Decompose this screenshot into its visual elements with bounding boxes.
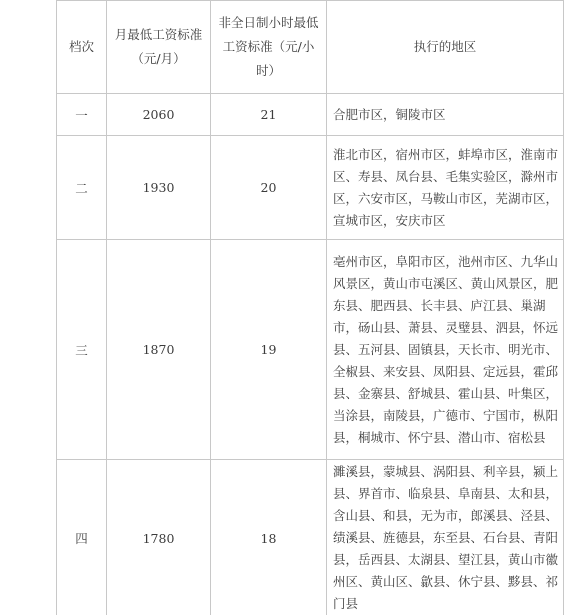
- header-hourly-wage: [211, 1, 327, 94]
- row-grade: 二: [57, 136, 107, 240]
- row-hourly-wage: 18: [211, 460, 327, 615]
- row-monthly-wage: 1870: [107, 240, 211, 460]
- row-region: 淮北市区，宿州市区，蚌埠市区，淮南市区、寿县、凤台县、毛集实验区，滁州市区，六安市区，马鞍山市区，芜湖市区，宣城市区，安庆市区: [327, 136, 564, 240]
- row-hourly-wage: 19: [211, 240, 327, 460]
- row-grade: 四: [57, 460, 107, 615]
- table-header-row: [57, 1, 564, 94]
- header-hourly-text: 非全日制小时最低工资标准（元/小时）: [218, 15, 319, 78]
- header-monthly-wage: [107, 1, 211, 94]
- header-monthly-text: 月最低工资标准（元/月）: [114, 27, 203, 66]
- table-row: [57, 240, 564, 460]
- minimum-wage-table: [56, 0, 564, 615]
- table-row: [57, 136, 564, 240]
- row-monthly-wage: 1780: [107, 460, 211, 615]
- header-grade: [57, 1, 107, 94]
- row-region: 濉溪县，蒙城县、涡阳县、利辛县，颍上县、界首市、临泉县、阜南县、太和县，含山县、和县，无为市，郎溪县、泾县、绩溪县、旌德县，东至县、石台县、青阳县，岳西县、太湖县、望江县，黄山市徽州区、黄山区、歙县、休宁县、黟县、祁门县: [327, 460, 564, 615]
- table-row: [57, 94, 564, 136]
- row-hourly-wage: 21: [211, 94, 327, 136]
- row-region: 合肥市区，铜陵市区: [327, 94, 564, 136]
- row-monthly-wage: 1930: [107, 136, 211, 240]
- table-row: [57, 460, 564, 615]
- header-region-text: 执行的地区: [413, 39, 477, 54]
- left-edge: [0, 0, 3, 615]
- header-grade-text: 档次: [68, 39, 94, 54]
- row-grade: 三: [57, 240, 107, 460]
- row-grade: 一: [57, 94, 107, 136]
- row-region: 亳州市区，阜阳市区，池州市区、九华山风景区，黄山市屯溪区、黄山风景区，肥东县、肥西县、长丰县、庐江县、巢湖市，砀山县、萧县、灵璧县、泗县，怀远县、五河县、固镇县，天长市、明光市、全椒县、来安县、凤阳县、定远县，霍邱县、金寨县、舒城县、霍山县、叶集区，当涂县，南陵县，广德市、宁国市，枞阳县，桐城市、怀宁县、潜山市、宿松县: [327, 240, 564, 460]
- header-region: [327, 1, 564, 94]
- row-monthly-wage: 2060: [107, 94, 211, 136]
- row-hourly-wage: 20: [211, 136, 327, 240]
